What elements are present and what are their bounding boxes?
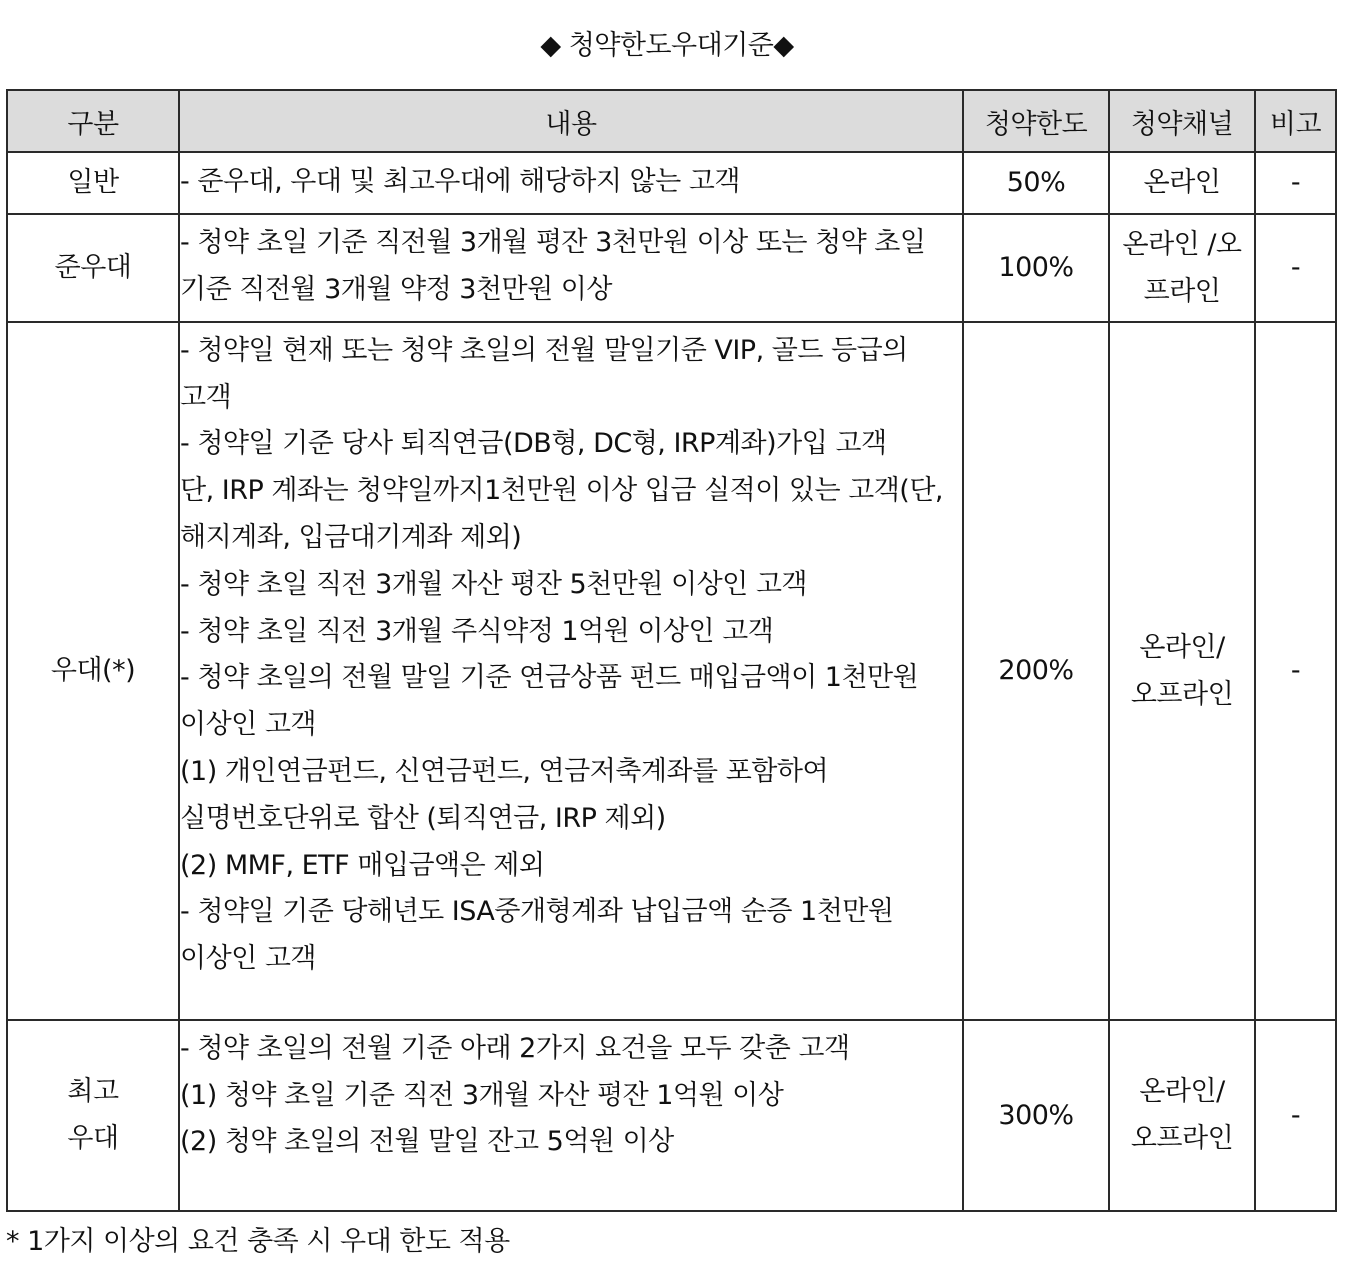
page-title: ◆ 청약한도우대기준◆ [540,30,794,61]
content-line: - 청약 초일의 전월 기준 아래 2가지 요건을 모두 갖춘 고객 [180,1032,850,1064]
content-line: - 청약 초일 직전 3개월 주식약정 1억원 이상인 고객 [180,615,774,647]
note-cell: - [1255,1020,1336,1211]
category-cell: 최고 우대 [7,1020,179,1211]
channel-cell: 온라인/ 오프라인 [1109,322,1255,1020]
category-cell: 일반 [7,152,179,214]
limit-cell: 300% [963,1020,1109,1211]
category-cell: 준우대 [7,214,179,322]
note-cell: - [1255,322,1336,1020]
subscription-limit-table [6,89,1337,1212]
content-line: - 청약 초일 직전 3개월 자산 평잔 5천만원 이상인 고객 [180,568,807,600]
footnote: * 1가지 이상의 요건 충족 시 우대 한도 적용 [6,1226,510,1257]
content-cell [179,322,963,1020]
header-channel: 청약채널 [1109,90,1255,152]
content-cell [179,214,963,322]
content-cell [179,152,963,214]
content-line: - 청약일 기준 당사 퇴직연금(DB형, DC형, IRP계좌)가입 고객 [180,428,887,460]
header-content: 내용 [179,90,963,152]
content-line: - 준우대, 우대 및 최고우대에 해당하지 않는 고객 [180,166,740,197]
channel-cell: 온라인 [1109,152,1255,214]
content-line: - 청약일 기준 당해년도 ISA중개형계좌 납입금액 순증 1천만원 이상인 고객 [180,896,894,975]
header-limit: 청약한도 [963,90,1109,152]
content-line: - 청약일 현재 또는 청약 초일의 전월 말일기준 VIP, 골드 등급의 고객 [180,334,908,413]
content-line: (1) 청약 초일 기준 직전 3개월 자산 평잔 1억원 이상 [180,1079,784,1111]
content-cell [179,1020,963,1211]
note-cell: - [1255,152,1336,214]
content-line: (1) 개인연금펀드, 신연금펀드, 연금저축계좌를 포함하여 실명번호단위로 합산 (퇴직연금, IRP 제외) [180,755,829,834]
header-note: 비고 [1255,90,1336,152]
limit-cell: 100% [963,214,1109,322]
content-line: - 청약 초일 기준 직전월 3개월 평잔 3천만원 이상 또는 청약 초일 기준 직전월 3개월 약정 3천만원 이상 [180,227,926,305]
table-row [7,1020,1336,1211]
channel-cell: 온라인/ 오프라인 [1109,1020,1255,1211]
header-category: 구분 [7,90,179,152]
channel-cell: 온라인 /오프라인 [1109,214,1255,322]
limit-cell: 200% [963,322,1109,1020]
table-row [7,152,1336,214]
limit-cell: 50% [963,152,1109,214]
table-row [7,214,1336,322]
table-row [7,322,1336,1020]
note-cell: - [1255,214,1336,322]
content-line: (2) 청약 초일의 전월 말일 잔고 5억원 이상 [180,1126,674,1158]
content-line: (2) MMF, ETF 매입금액은 제외 [180,849,545,881]
category-cell: 우대(*) [7,322,179,1020]
content-line: 단, IRP 계좌는 청약일까지1천만원 이상 입금 실적이 있는 고객(단, 해지계좌, 입금대기계좌 제외) [180,475,944,553]
table-header-row [7,90,1336,152]
content-line: - 청약 초일의 전월 말일 기준 연금상품 펀드 매입금액이 1천만원 이상인 고객 [180,662,919,741]
